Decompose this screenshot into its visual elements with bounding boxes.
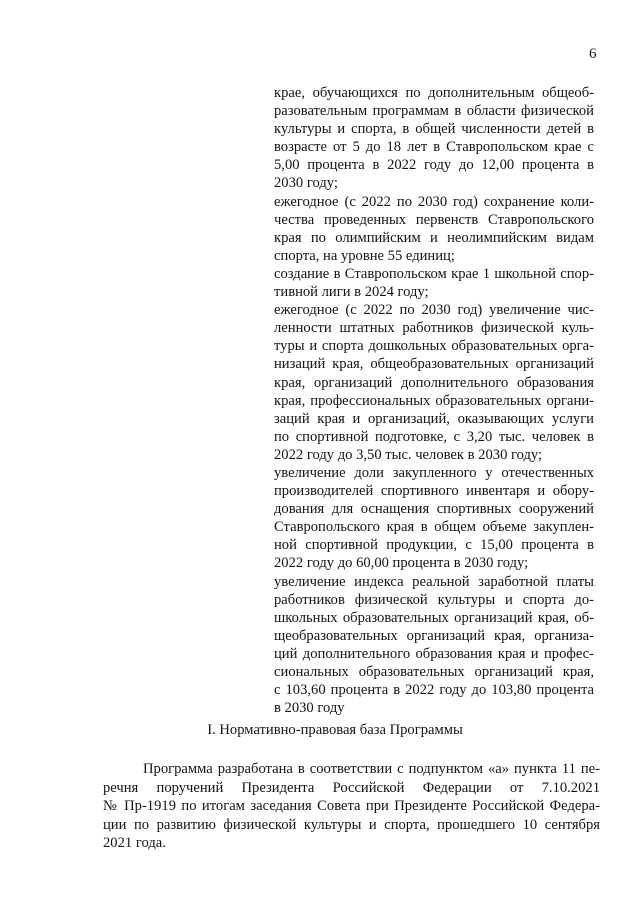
intro-text-line: ции по развитию физической культуры и спорта, прошедшего 10 сентября [103,816,600,833]
targets-text-line: низаций края, общеобразовательных организаций [274,356,594,373]
targets-text-line: ленности штатных работников физической куль- [274,320,594,337]
targets-text-line: спорта, на уровне 55 единиц; [274,247,455,264]
targets-text-line: туры и спорта дошкольных образовательных орга- [274,338,594,355]
targets-text-line: создание в Ставропольском крае 1 школьной спор- [274,265,594,282]
targets-text-line: ежегодное (с 2022 по 2030 год) увеличение чис- [274,302,594,319]
targets-text-line: работников физической культуры и спорта до- [274,591,594,608]
targets-text-line: края, организаций дополнительного образования [274,374,594,391]
targets-text-line: увеличение индекса реальной заработной платы [274,573,594,590]
targets-text-line: ной спортивной продукции, с 15,00 процента в [274,537,594,554]
targets-text-line: по спортивной подготовке, с 3,20 тыс. человек в [274,428,594,445]
targets-text-line: увеличение доли закупленного у отечественных [274,464,594,481]
targets-text-line: края, профессиональных образовательных органи- [274,392,594,409]
targets-text-line: ежегодное (с 2022 по 2030 год) сохранение коли- [274,193,594,210]
targets-text-line: дования для оснащения спортивных сооружений [274,501,594,518]
targets-text-line: возрасте от 5 до 18 лет в Ставропольском крае с [274,139,594,156]
page-number: 6 [589,46,597,62]
targets-text-line: чества проведенных первенств Ставропольского [274,211,594,228]
targets-text-line: тивной лиги в 2024 году; [274,284,429,301]
targets-text-line: щеобразовательных организаций края, организа- [274,627,594,644]
targets-list [274,84,594,717]
targets-text-line: в 2030 году [274,700,345,717]
section-title: I. Нормативно-правовая база Программы [207,722,463,738]
intro-text-line: 2021 года. [103,835,166,852]
targets-text-line: 5,00 процента в 2022 году до 12,00 процента в [274,157,594,174]
targets-text-line: школьных образовательных организаций края, об- [274,609,594,626]
targets-text-line: с 103,60 процента в 2022 году до 103,80 процента [274,682,594,699]
targets-text-line: заций края и организаций, оказывающих услуги [274,410,594,427]
intro-text-line: речня поручений Президента Российской Федерации от 7.10.2021 [103,779,600,796]
targets-text-line: 2022 году до 3,50 тыс. человек в 2030 году; [274,446,543,463]
targets-text-line: ций дополнительного образования края и профес- [274,645,594,662]
intro-text-line: Программа разработана в соответствии с подпунктом «а» пункта 11 пе- [143,761,600,777]
targets-text-line: 2030 году; [274,175,338,192]
targets-text-line: края по олимпийским и неолимпийским видам [274,229,594,246]
targets-text-line: 2022 году до 60,00 процента в 2030 году; [274,555,529,572]
targets-text-line: культуры и спорта, в общей численности детей в [274,121,594,138]
targets-text-line: сиональных образовательных организаций края, [274,664,594,680]
targets-text-line: крае, обучающихся по дополнительным общеоб- [274,85,594,101]
targets-text-line: разовательным программам в области физической [274,103,594,120]
intro-text-line: № Пр-1919 по итогам заседания Совета при Президенте Российской Федера- [103,798,600,815]
targets-text-line: производителей спортивного инвентаря и обору- [274,483,594,500]
targets-text-line: Ставропольского края в общем объеме закуплен- [274,519,594,536]
intro-paragraph [103,760,600,853]
